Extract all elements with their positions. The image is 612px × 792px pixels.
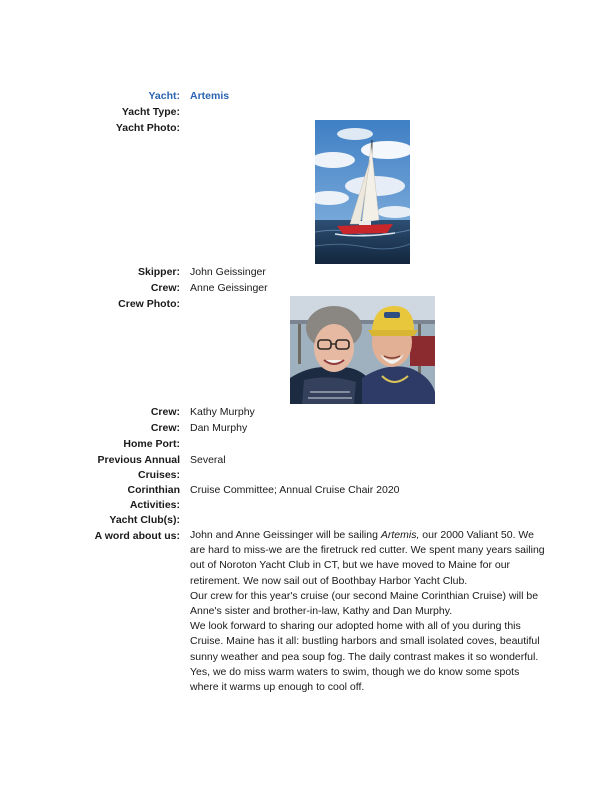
previous-cruises-label-line1: Previous Annual bbox=[97, 454, 180, 466]
yacht-name: Artemis bbox=[190, 90, 230, 102]
crew-value-2: Kathy Murphy bbox=[190, 406, 255, 418]
corinthian-activities-label bbox=[128, 483, 181, 513]
yacht-type-label: Yacht Type: bbox=[121, 106, 180, 118]
yacht-clubs-label: Yacht Club(s): bbox=[109, 514, 180, 526]
previous-cruises-label bbox=[98, 453, 180, 483]
crew-value-1: Anne Geissinger bbox=[190, 282, 268, 294]
home-port-label: Home Port: bbox=[123, 438, 180, 450]
skipper-value: John Geissinger bbox=[190, 266, 266, 278]
about-p1-before: John and Anne Geissinger will be sailing bbox=[190, 529, 381, 541]
corinthian-activities-value: Cruise Committee; Annual Cruise Chair 2020 bbox=[190, 484, 400, 496]
about-p1-yacht-name: Artemis, bbox=[380, 529, 420, 541]
yacht-label: Yacht: bbox=[148, 90, 180, 102]
crew-photo-label: Crew Photo: bbox=[118, 298, 180, 310]
crew-value-3: Dan Murphy bbox=[190, 422, 248, 434]
corinthian-activities-label-line1: Corinthian bbox=[127, 484, 180, 496]
yacht-photo bbox=[315, 120, 410, 264]
about-label: A word about us: bbox=[94, 530, 180, 542]
crew-label-3: Crew: bbox=[150, 422, 180, 434]
about-paragraph-2: Our crew for this year's cruise (our second Maine Corinthian Cruise) will be Anne's sister and brother-in-law, Kathy and Dan Murphy. bbox=[190, 589, 539, 618]
crew-photo bbox=[290, 296, 435, 404]
previous-cruises-value: Several bbox=[190, 454, 226, 466]
crew-label-1: Crew: bbox=[150, 282, 180, 294]
crew-label-2: Crew: bbox=[150, 406, 180, 418]
previous-cruises-label-line2: Cruises: bbox=[137, 469, 180, 481]
about-p1-after: our 2000 Valiant 50. We are hard to miss-we are the firetruck red cutter. We spent many years sailing out of Noroton Yacht Club in CT, but we have moved to Maine for our retirement. We now sail out of Boothbay Harbor Yacht Club. bbox=[190, 529, 545, 587]
skipper-label: Skipper: bbox=[137, 266, 180, 278]
yacht-photo-label: Yacht Photo: bbox=[115, 122, 180, 134]
corinthian-activities-label-line2: Activities: bbox=[129, 499, 180, 511]
about-paragraph-3: We look forward to sharing our adopted home with all of you during this Cruise. Maine has it all: bustling harbors and small isolated coves, beautiful sunny weather and pea soup fog. The daily contrast makes it so wonderful. Yes, we do miss warm waters to swim, though we do know some spots where it warms up enough to cool off. bbox=[190, 620, 540, 694]
about-paragraph-1 bbox=[190, 528, 550, 589]
about-text bbox=[190, 528, 550, 695]
